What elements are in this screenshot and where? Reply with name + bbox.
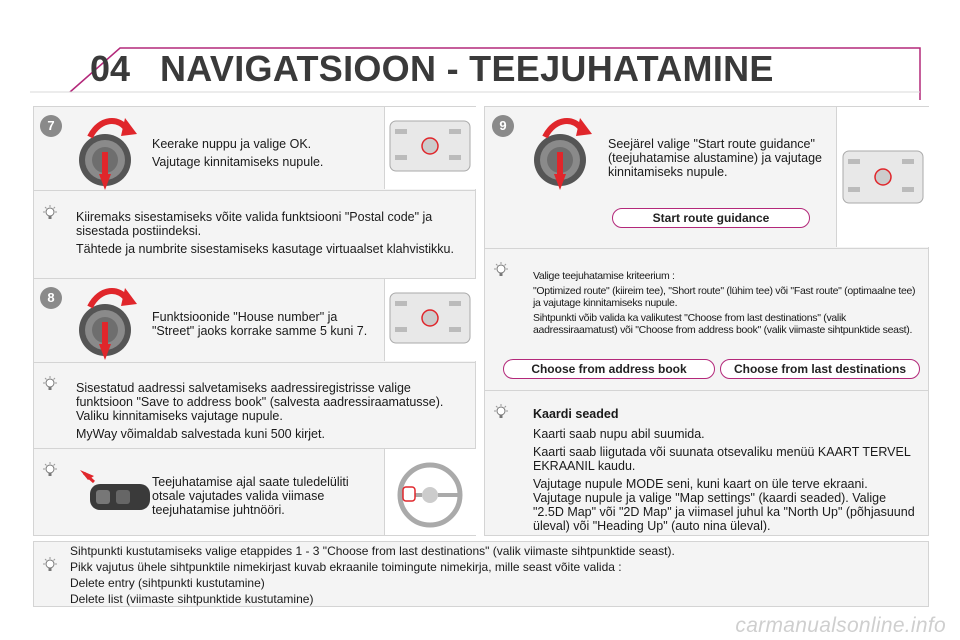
step-7-line: Vajutage kinnitamiseks nupule. (152, 155, 324, 169)
tip-map-line: Vajutage nupule MODE seni, kuni kaart on üle terve ekraani. Vajutage nupule ja valige "Map settings" (kaardi seaded). Valige "2.5D Map" või "2D Map" ja viimasel juhul ka "North Up" (põhjasuund üleval) või "Heading Up" (auto nina üleval). (533, 477, 915, 533)
rotary-knob-icon (75, 282, 145, 360)
step-7-line: Keerake nuppu ja valige OK. (152, 137, 312, 151)
tip-wheel (152, 475, 372, 521)
tip-criteria (533, 270, 925, 339)
tip-bottom (70, 545, 920, 609)
tip-bottom-line: Delete entry (sihtpunkti kustutamine) (70, 576, 265, 590)
lightbulb-icon (42, 557, 58, 573)
tip-save-line: Sisestatud aadressi salvetamiseks aadressiregistrisse valige funktsioon "Save to address book" (salvesta aadressiraamatusse). Valiku kinnitamiseks vajutage nupule. (76, 381, 444, 423)
divider (484, 390, 929, 391)
step-9-line: Seejärel valige "Start route guidance" (teejuhatamise alustamine) ja vajutage kinnitamiseks nupule. (608, 137, 823, 179)
lightbulb-icon (42, 462, 58, 478)
lightbulb-icon (493, 404, 509, 420)
divider (484, 248, 929, 249)
tip-save-line: MyWay võimaldab salvestada kuni 500 kirjet. (76, 427, 325, 441)
step-8-text (152, 310, 377, 342)
tip-postal (76, 210, 461, 260)
step-number-8: 8 (40, 287, 62, 309)
tip-bottom-line: Pikk vajutus ühele sihtpunktile nimekirjast kuvab ekraanile toimingute nimekirja, mille seast võite valida : (70, 560, 622, 574)
tip-criteria-line: Sihtpunkti võib valida ka valikutest "Choose from last destinations" (valik aadressiraamatust) või "Choose from address book" (valik viimaste sihtpunktide seast). (533, 312, 913, 336)
tip-map-line: Kaarti saab nupu abil suumida. (533, 427, 705, 441)
choose-last-destinations-button[interactable]: Choose from last destinations (720, 359, 920, 379)
radio-panel-illustration (384, 107, 476, 189)
start-route-guidance-button[interactable]: Start route guidance (612, 208, 810, 228)
tip-map (533, 407, 918, 537)
tip-bottom-line: Sihtpunkti kustutamiseks valige etappides 1 - 3 "Choose from last destinations" (valik viimaste sihtpunktide seast). (70, 544, 675, 558)
radio-panel-illustration (384, 279, 476, 361)
lightbulb-icon (42, 376, 58, 392)
lightbulb-icon (42, 205, 58, 221)
tip-postal-line: Kiiremaks sisestamiseks võite valida funktsiooni "Postal code" ja sisestada postiindeksi. (76, 210, 433, 238)
tip-map-heading: Kaardi seaded (533, 407, 619, 421)
watermark: carmanualsonline.info (735, 614, 946, 637)
step-number-9: 9 (492, 115, 514, 137)
tip-wheel-line: Teejuhatamise ajal saate tuledelüliti otsale vajutades valida viimase teejuhatamise juhtnööri. (152, 475, 349, 517)
rotary-knob-icon (75, 112, 145, 190)
step-7-text (152, 137, 372, 173)
step-number-7: 7 (40, 115, 62, 137)
divider (33, 190, 476, 191)
choose-address-book-button[interactable]: Choose from address book (503, 359, 715, 379)
divider (33, 362, 476, 363)
tip-map-line: Kaarti saab liigutada või suunata otsevaliku menüü KAART TERVEL EKRAANIL kaudu. (533, 445, 911, 473)
rotary-knob-icon (530, 112, 600, 190)
lightbulb-icon (493, 262, 509, 278)
step-8-line: Funktsioonide "House number" ja "Street" jaoks korrake samme 5 kuni 7. (152, 310, 368, 338)
tip-save (76, 381, 468, 445)
step-9-text (608, 137, 828, 183)
tip-criteria-line: Valige teejuhatamise kriteerium : (533, 270, 675, 282)
steering-wheel-illustration (384, 449, 476, 535)
tip-bottom-line: Delete list (viimaste sihtpunktide kustutamine) (70, 592, 314, 606)
page-title: NAVIGATSIOON - TEEJUHATAMINE (160, 48, 774, 89)
light-stalk-icon (80, 470, 152, 522)
chapter-number: 04 (90, 48, 131, 89)
tip-postal-line: Tähtede ja numbrite sisestamiseks kasutage virtuaalset klahvistikku. (76, 242, 454, 256)
tip-criteria-line: "Optimized route" (kiireim tee), "Short route" (lühim tee) või "Fast route" (optimaalne tee) ja vajutage kinnitamiseks nupule. (533, 285, 916, 309)
radio-panel-illustration (836, 107, 929, 247)
